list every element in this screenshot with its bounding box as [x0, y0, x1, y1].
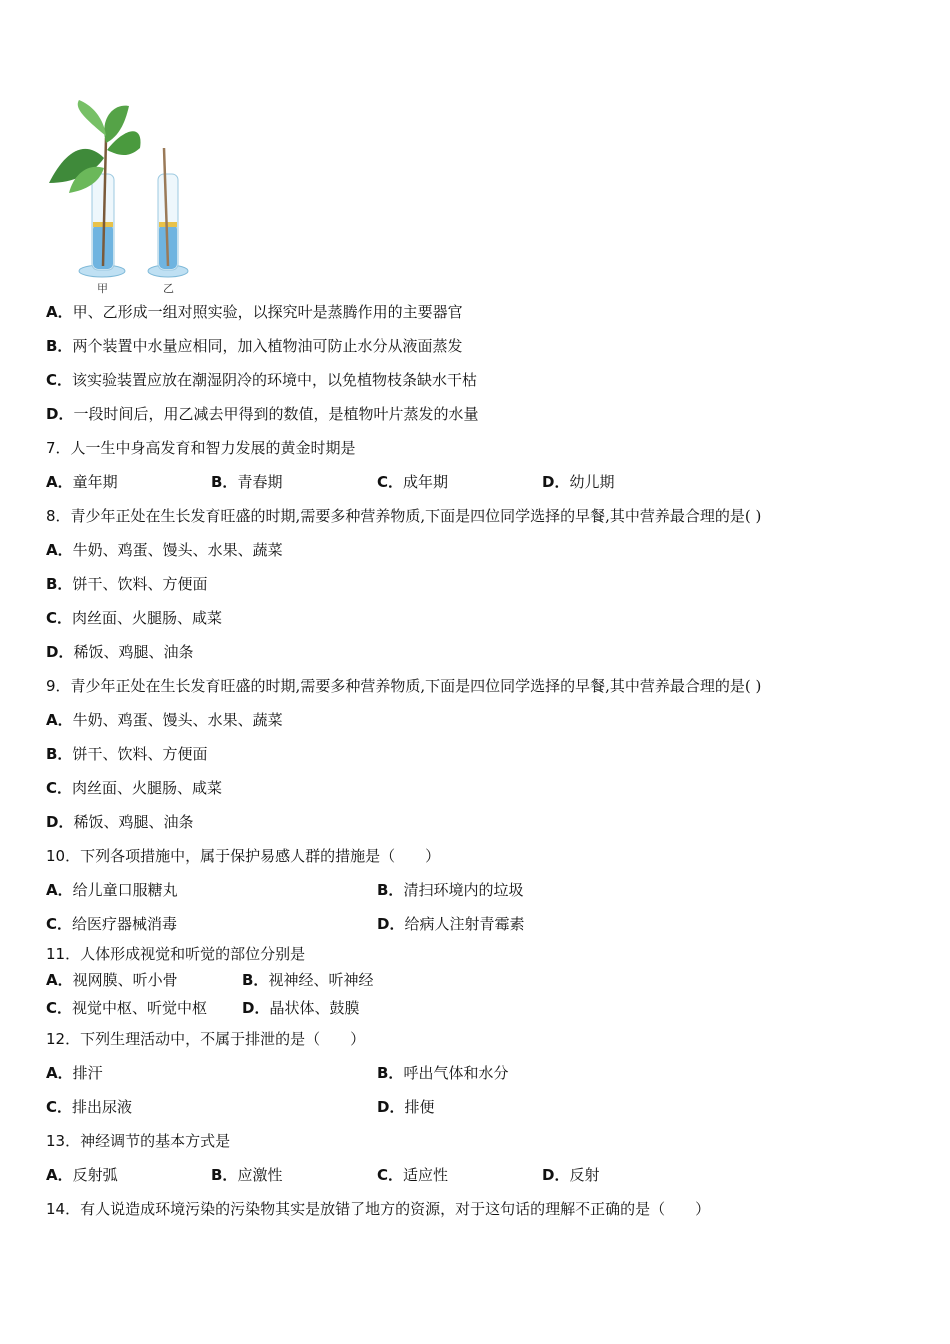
q6-option-a	[46, 302, 463, 322]
option-text: 视网膜、听小骨	[72, 971, 178, 989]
option-letter: D．	[242, 999, 270, 1017]
q13-option-c	[377, 1165, 448, 1185]
question-number: 10．	[46, 847, 81, 865]
option-text: 肉丝面、火腿肠、咸菜	[72, 609, 223, 627]
question-text: 神经调节的基本方式是	[80, 1132, 231, 1150]
q11-stem	[46, 944, 305, 964]
option-text: 甲、乙形成一组对照实验，以探究叶是蒸腾作用的主要器官	[72, 303, 463, 321]
q13-stem	[46, 1131, 230, 1151]
option-text: 排出尿液	[72, 1098, 133, 1116]
option-letter: B．	[211, 1166, 238, 1184]
option-letter: D．	[46, 405, 74, 423]
q11-option-d	[242, 998, 359, 1018]
question-number: 14．	[46, 1200, 81, 1218]
option-text: 成年期	[403, 473, 449, 491]
q10-option-a	[46, 880, 178, 900]
option-text: 适应性	[403, 1166, 449, 1184]
q13-option-a	[46, 1165, 118, 1185]
q9-option-a	[46, 710, 283, 730]
option-letter: D．	[377, 915, 405, 933]
q9-option-c	[46, 778, 222, 798]
option-letter: B．	[377, 1064, 404, 1082]
q7-option-c	[377, 472, 448, 492]
option-text: 给医疗器械消毒	[72, 915, 178, 933]
option-text: 一段时间后，用乙减去甲得到的数值，是植物叶片蒸发的水量	[73, 405, 479, 423]
question-number: 8．	[46, 507, 71, 525]
option-letter: D．	[377, 1098, 405, 1116]
option-letter: A．	[46, 711, 73, 729]
question-number: 7．	[46, 439, 71, 457]
q8-option-b	[46, 574, 207, 594]
option-text: 幼儿期	[569, 473, 615, 491]
option-letter: D．	[542, 1166, 570, 1184]
option-text: 该实验装置应放在潮湿阴冷的环境中，以免植物枝条缺水干枯	[72, 371, 478, 389]
q7-option-d	[542, 472, 614, 492]
option-letter: B．	[211, 473, 238, 491]
question-text: 下列生理活动中，不属于排泄的是（ ）	[80, 1030, 366, 1048]
q10-stem	[46, 846, 440, 866]
option-letter: B．	[377, 881, 404, 899]
q10-option-b	[377, 880, 523, 900]
option-text: 视神经、听神经	[268, 971, 374, 989]
question-number: 13．	[46, 1132, 81, 1150]
question-text: 人体形成视觉和听觉的部位分别是	[80, 945, 306, 963]
option-text: 牛奶、鸡蛋、馒头、水果、蔬菜	[72, 711, 283, 729]
option-letter: A．	[46, 1064, 73, 1082]
option-letter: B．	[46, 575, 73, 593]
option-text: 两个装置中水量应相同，加入植物油可防止水分从液面蒸发	[72, 337, 463, 355]
option-text: 肉丝面、火腿肠、咸菜	[72, 779, 223, 797]
option-text: 视觉中枢、听觉中枢	[72, 999, 208, 1017]
experiment-figure	[44, 98, 194, 296]
q12-option-d	[377, 1097, 434, 1117]
option-letter: B．	[46, 337, 73, 355]
option-letter: C．	[377, 1166, 404, 1184]
option-text: 稀饭、鸡腿、油条	[73, 813, 194, 831]
q12-stem	[46, 1029, 365, 1049]
option-letter: A．	[46, 303, 73, 321]
q6-option-d	[46, 404, 478, 424]
option-text: 排便	[404, 1098, 435, 1116]
q8-stem	[46, 506, 761, 526]
option-text: 排汗	[72, 1064, 103, 1082]
option-letter: D．	[46, 643, 74, 661]
option-letter: C．	[46, 1098, 73, 1116]
option-text: 反射	[569, 1166, 600, 1184]
label-yi: 乙	[163, 282, 174, 295]
option-text: 稀饭、鸡腿、油条	[73, 643, 194, 661]
option-text: 呼出气体和水分	[403, 1064, 509, 1082]
question-text: 有人说造成环境污染的污染物其实是放错了地方的资源，对于这句话的理解不正确的是（ ）	[80, 1200, 711, 1218]
label-jia: 甲	[97, 282, 108, 295]
option-letter: A．	[46, 541, 73, 559]
question-number: 12．	[46, 1030, 81, 1048]
option-text: 给病人注射青霉素	[404, 915, 525, 933]
option-text: 应激性	[237, 1166, 283, 1184]
q10-option-c	[46, 914, 177, 934]
option-letter: C．	[46, 999, 73, 1017]
q8-option-a	[46, 540, 283, 560]
q11-option-a	[46, 970, 178, 990]
question-number: 11．	[46, 945, 81, 963]
q13-option-d	[542, 1165, 599, 1185]
question-text: 青少年正处在生长发育旺盛的时期,需要多种营养物质,下面是四位同学选择的早餐,其中营养最合理的是( )	[70, 677, 762, 695]
q8-option-c	[46, 608, 222, 628]
option-letter: A．	[46, 473, 73, 491]
option-letter: D．	[46, 813, 74, 831]
q12-option-b	[377, 1063, 508, 1083]
option-letter: A．	[46, 1166, 73, 1184]
q7-option-b	[211, 472, 282, 492]
option-letter: C．	[46, 915, 73, 933]
q12-option-a	[46, 1063, 103, 1083]
question-text: 下列各项措施中，属于保护易感人群的措施是（ ）	[80, 847, 441, 865]
option-letter: D．	[542, 473, 570, 491]
option-letter: C．	[46, 371, 73, 389]
q8-option-d	[46, 642, 193, 662]
q13-option-b	[211, 1165, 282, 1185]
transpiration-apparatus-illustration	[44, 98, 194, 296]
option-text: 饼干、饮料、方便面	[72, 745, 208, 763]
q11-option-c	[46, 998, 207, 1018]
q11-option-b	[242, 970, 373, 990]
option-letter: B．	[46, 745, 73, 763]
option-letter: B．	[242, 971, 269, 989]
option-text: 晶状体、鼓膜	[269, 999, 360, 1017]
question-text: 人一生中身高发育和智力发展的黄金时期是	[70, 439, 356, 457]
q9-stem	[46, 676, 761, 696]
option-letter: C．	[46, 609, 73, 627]
q12-option-c	[46, 1097, 132, 1117]
option-letter: C．	[46, 779, 73, 797]
option-text: 饼干、饮料、方便面	[72, 575, 208, 593]
q7-stem	[46, 438, 356, 458]
option-letter: A．	[46, 971, 73, 989]
option-letter: A．	[46, 881, 73, 899]
q14-stem	[46, 1199, 710, 1219]
option-letter: C．	[377, 473, 404, 491]
option-text: 反射弧	[72, 1166, 118, 1184]
q6-option-b	[46, 336, 462, 356]
option-text: 青春期	[237, 473, 283, 491]
q9-option-d	[46, 812, 193, 832]
option-text: 清扫环境内的垃圾	[403, 881, 524, 899]
q7-option-a	[46, 472, 118, 492]
q10-option-d	[377, 914, 524, 934]
option-text: 童年期	[72, 473, 118, 491]
q9-option-b	[46, 744, 207, 764]
q6-option-c	[46, 370, 477, 390]
question-number: 9．	[46, 677, 71, 695]
option-text: 给儿童口服糖丸	[72, 881, 178, 899]
option-text: 牛奶、鸡蛋、馒头、水果、蔬菜	[72, 541, 283, 559]
question-text: 青少年正处在生长发育旺盛的时期,需要多种营养物质,下面是四位同学选择的早餐,其中营养最合理的是( )	[70, 507, 762, 525]
